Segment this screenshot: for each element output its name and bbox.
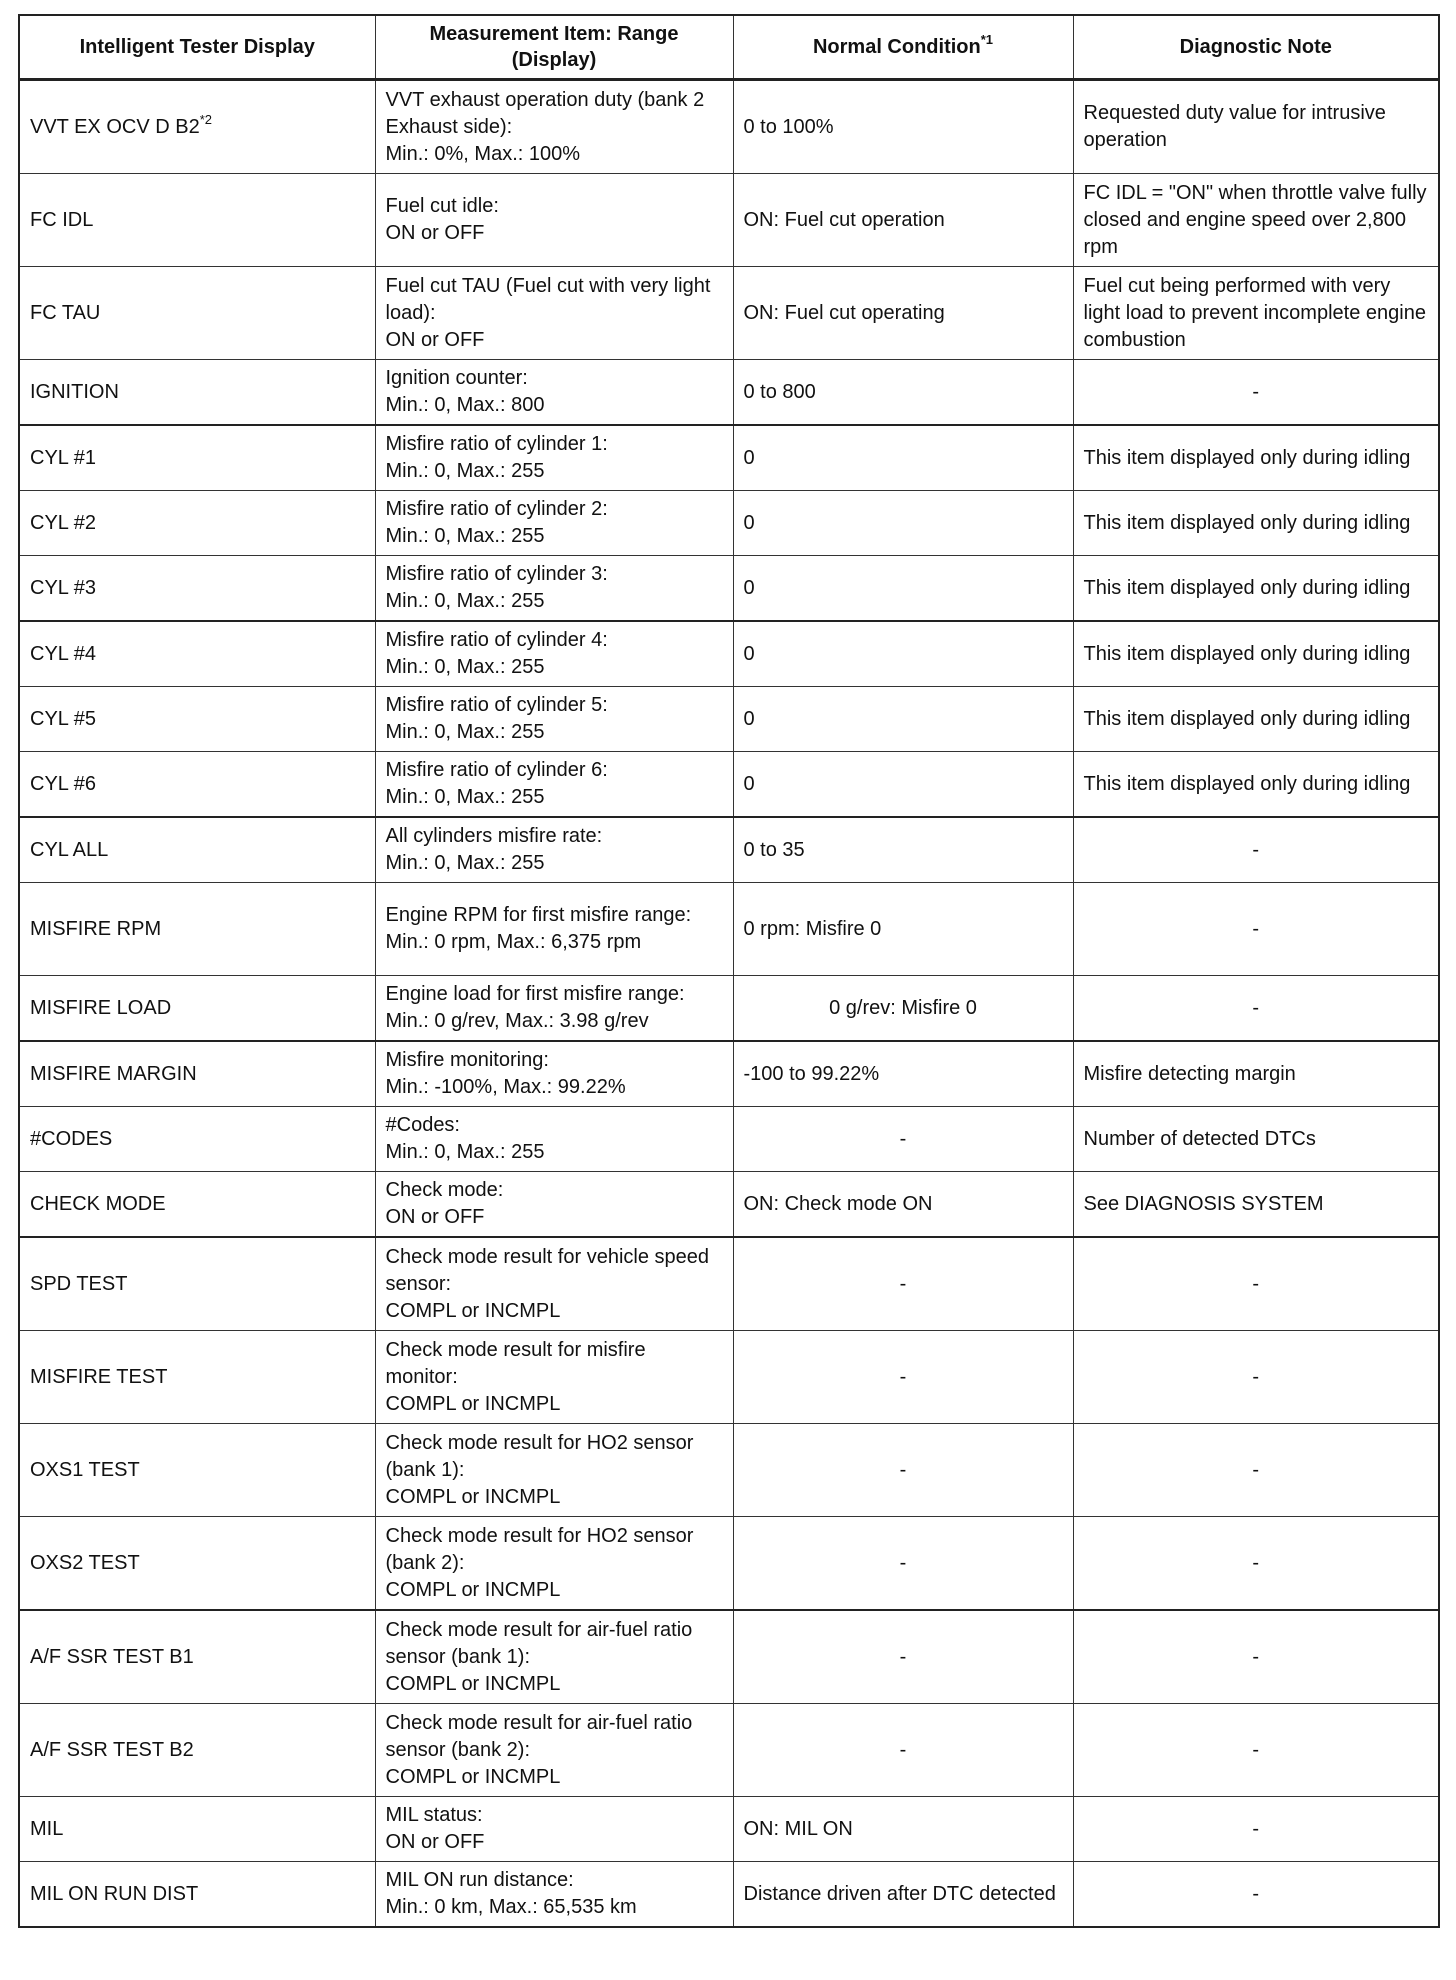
table-row	[19, 883, 1439, 976]
table-row	[19, 174, 1439, 267]
table-row	[19, 976, 1439, 1042]
cell-range: Check mode: ON or OFF	[375, 1172, 733, 1238]
display-label: VVT EX OCV D B2	[30, 115, 200, 138]
table-row	[19, 1331, 1439, 1424]
cell-normal: 0 g/rev: Misfire 0	[733, 976, 1073, 1042]
cell-range: Engine load for first misfire range: Min.: 0 g/rev, Max.: 3.98 g/rev	[375, 976, 733, 1042]
table-row	[19, 1862, 1439, 1928]
cell-normal: -	[733, 1610, 1073, 1704]
cell-display: FC IDL	[19, 174, 375, 267]
data-list-table	[18, 14, 1440, 1928]
cell-display	[19, 80, 375, 174]
cell-range: MIL ON run distance: Min.: 0 km, Max.: 65,535 km	[375, 1862, 733, 1928]
cell-display: OXS1 TEST	[19, 1424, 375, 1517]
cell-note: Requested duty value for intrusive operation	[1073, 80, 1439, 174]
footnote-marker: *1	[980, 32, 994, 47]
cell-note: -	[1073, 1797, 1439, 1862]
table-row	[19, 1041, 1439, 1107]
cell-range: Fuel cut idle: ON or OFF	[375, 174, 733, 267]
cell-normal: -	[733, 1107, 1073, 1172]
cell-display: OXS2 TEST	[19, 1517, 375, 1611]
cell-note: -	[1073, 817, 1439, 883]
cell-note: -	[1073, 1517, 1439, 1611]
header-normal-condition-label: Normal Condition	[812, 36, 981, 58]
header-normal-condition	[733, 15, 1073, 80]
cell-range: Misfire ratio of cylinder 3: Min.: 0, Max.: 255	[375, 556, 733, 622]
cell-note: See DIAGNOSIS SYSTEM	[1073, 1172, 1439, 1238]
table-row	[19, 687, 1439, 752]
cell-note: Misfire detecting margin	[1073, 1041, 1439, 1107]
table-row	[19, 1107, 1439, 1172]
cell-normal: 0	[733, 687, 1073, 752]
cell-display: CYL #5	[19, 687, 375, 752]
header-diagnostic-note: Diagnostic Note	[1073, 15, 1439, 80]
table-row	[19, 425, 1439, 491]
cell-range: Check mode result for air-fuel ratio sensor (bank 2): COMPL or INCMPL	[375, 1704, 733, 1797]
cell-normal: -	[733, 1237, 1073, 1331]
cell-normal: 0 rpm: Misfire 0	[733, 883, 1073, 976]
cell-display: MISFIRE LOAD	[19, 976, 375, 1042]
cell-normal: 0	[733, 425, 1073, 491]
cell-range: Ignition counter: Min.: 0, Max.: 800	[375, 360, 733, 426]
cell-display: MISFIRE MARGIN	[19, 1041, 375, 1107]
cell-range: Check mode result for vehicle speed sensor: COMPL or INCMPL	[375, 1237, 733, 1331]
cell-range: Misfire ratio of cylinder 6: Min.: 0, Max.: 255	[375, 752, 733, 818]
cell-range: VVT exhaust operation duty (bank 2 Exhaust side): Min.: 0%, Max.: 100%	[375, 80, 733, 174]
cell-note: -	[1073, 360, 1439, 426]
footnote-marker: *2	[199, 111, 212, 127]
cell-range: All cylinders misfire rate: Min.: 0, Max.: 255	[375, 817, 733, 883]
cell-normal: -	[733, 1517, 1073, 1611]
cell-range: Check mode result for air-fuel ratio sensor (bank 1): COMPL or INCMPL	[375, 1610, 733, 1704]
cell-display: CYL ALL	[19, 817, 375, 883]
data-list-sheet	[18, 14, 1438, 1928]
table-row	[19, 1610, 1439, 1704]
cell-note: Fuel cut being performed with very light load to prevent incomplete engine combustion	[1073, 267, 1439, 360]
cell-normal: ON: MIL ON	[733, 1797, 1073, 1862]
cell-display: #CODES	[19, 1107, 375, 1172]
cell-range: Fuel cut TAU (Fuel cut with very light load): ON or OFF	[375, 267, 733, 360]
cell-range: Misfire ratio of cylinder 5: Min.: 0, Max.: 255	[375, 687, 733, 752]
table-row	[19, 556, 1439, 622]
cell-range: MIL status: ON or OFF	[375, 1797, 733, 1862]
cell-note: -	[1073, 1704, 1439, 1797]
cell-note: -	[1073, 1331, 1439, 1424]
table-row	[19, 621, 1439, 687]
cell-range: Check mode result for HO2 sensor (bank 1): COMPL or INCMPL	[375, 1424, 733, 1517]
cell-range: Misfire monitoring: Min.: -100%, Max.: 99.22%	[375, 1041, 733, 1107]
table-row	[19, 1424, 1439, 1517]
cell-note: This item displayed only during idling	[1073, 556, 1439, 622]
cell-note: -	[1073, 1862, 1439, 1928]
cell-display: MIL ON RUN DIST	[19, 1862, 375, 1928]
cell-note: -	[1073, 1424, 1439, 1517]
table-row	[19, 360, 1439, 426]
cell-normal: ON: Fuel cut operating	[733, 267, 1073, 360]
cell-display: CYL #6	[19, 752, 375, 818]
cell-normal: 0 to 100%	[733, 80, 1073, 174]
cell-display: MISFIRE TEST	[19, 1331, 375, 1424]
cell-range: Misfire ratio of cylinder 4: Min.: 0, Max.: 255	[375, 621, 733, 687]
cell-normal: -	[733, 1704, 1073, 1797]
cell-display: MIL	[19, 1797, 375, 1862]
cell-range: Check mode result for HO2 sensor (bank 2): COMPL or INCMPL	[375, 1517, 733, 1611]
cell-note: This item displayed only during idling	[1073, 621, 1439, 687]
cell-note: FC IDL = "ON" when throttle valve fully closed and engine speed over 2,800 rpm	[1073, 174, 1439, 267]
table-row	[19, 1172, 1439, 1238]
table-row	[19, 267, 1439, 360]
cell-display: IGNITION	[19, 360, 375, 426]
cell-display: CYL #3	[19, 556, 375, 622]
cell-note: This item displayed only during idling	[1073, 491, 1439, 556]
table-row	[19, 1704, 1439, 1797]
table-row	[19, 752, 1439, 818]
table-header-row	[19, 15, 1439, 80]
cell-range: #Codes: Min.: 0, Max.: 255	[375, 1107, 733, 1172]
cell-display: FC TAU	[19, 267, 375, 360]
table-row	[19, 817, 1439, 883]
cell-display: CYL #1	[19, 425, 375, 491]
cell-range: Engine RPM for first misfire range: Min.: 0 rpm, Max.: 6,375 rpm	[375, 883, 733, 976]
table-row	[19, 1797, 1439, 1862]
cell-range: Misfire ratio of cylinder 2: Min.: 0, Max.: 255	[375, 491, 733, 556]
cell-normal: ON: Check mode ON	[733, 1172, 1073, 1238]
cell-note: -	[1073, 1610, 1439, 1704]
cell-normal: -100 to 99.22%	[733, 1041, 1073, 1107]
cell-normal: -	[733, 1331, 1073, 1424]
table-row	[19, 1517, 1439, 1611]
cell-normal: Distance driven after DTC detected	[733, 1862, 1073, 1928]
cell-normal: 0	[733, 621, 1073, 687]
cell-note: -	[1073, 976, 1439, 1042]
cell-note: This item displayed only during idling	[1073, 425, 1439, 491]
cell-display: CYL #2	[19, 491, 375, 556]
cell-display: MISFIRE RPM	[19, 883, 375, 976]
table-row	[19, 491, 1439, 556]
cell-display: A/F SSR TEST B2	[19, 1704, 375, 1797]
cell-normal: 0	[733, 752, 1073, 818]
table-row	[19, 80, 1439, 174]
header-measurement-item: Measurement Item: Range (Display)	[375, 15, 733, 80]
cell-note: This item displayed only during idling	[1073, 687, 1439, 752]
cell-display: CHECK MODE	[19, 1172, 375, 1238]
cell-display: CYL #4	[19, 621, 375, 687]
cell-note: Number of detected DTCs	[1073, 1107, 1439, 1172]
cell-display: SPD TEST	[19, 1237, 375, 1331]
cell-note: -	[1073, 883, 1439, 976]
cell-normal: 0	[733, 491, 1073, 556]
header-tester-display: Intelligent Tester Display	[19, 15, 375, 80]
table-row	[19, 1237, 1439, 1331]
cell-normal: 0 to 35	[733, 817, 1073, 883]
cell-normal: 0 to 800	[733, 360, 1073, 426]
cell-note: This item displayed only during idling	[1073, 752, 1439, 818]
cell-range: Check mode result for misfire monitor: COMPL or INCMPL	[375, 1331, 733, 1424]
cell-range: Misfire ratio of cylinder 1: Min.: 0, Max.: 255	[375, 425, 733, 491]
cell-normal: 0	[733, 556, 1073, 622]
cell-note: -	[1073, 1237, 1439, 1331]
cell-normal: ON: Fuel cut operation	[733, 174, 1073, 267]
cell-normal: -	[733, 1424, 1073, 1517]
cell-display: A/F SSR TEST B1	[19, 1610, 375, 1704]
